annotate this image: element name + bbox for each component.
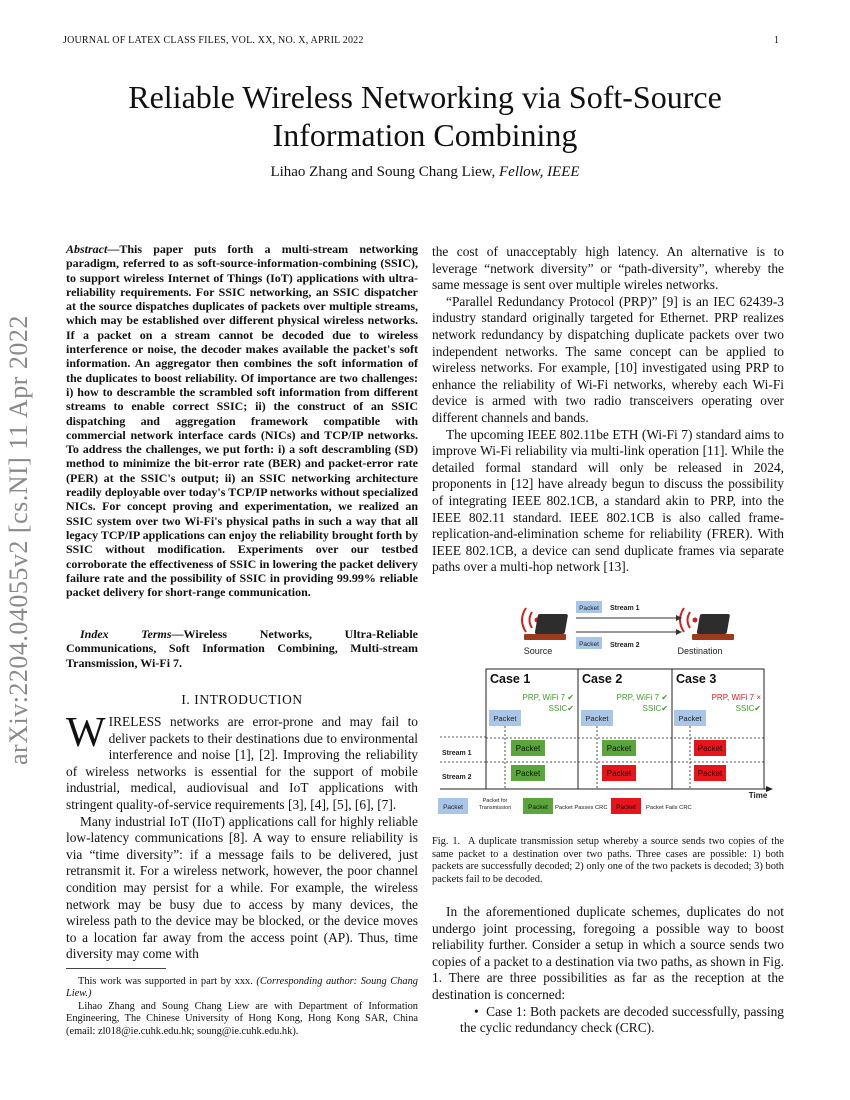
- right-paragraph-1: the cost of unacceptably high latency. An alternative is to leverage “network diversity” or “path-diversity”, whereby the same message is sent over multiple wireles networks.: [432, 244, 784, 293]
- caption-label: Fig. 1.: [432, 836, 461, 847]
- running-head: JOURNAL OF LATEX CLASS FILES, VOL. XX, NO. X, APRIL 2022: [63, 35, 364, 46]
- top-stream-2-label: Stream 2: [610, 642, 640, 649]
- case-1-bullet: [432, 1004, 784, 1037]
- case-2-prp-status: PRP, WiFi 7 ✔: [616, 693, 668, 702]
- author-line: [60, 164, 790, 181]
- case-3-stream-1-packet-label: Packet: [697, 744, 723, 753]
- time-axis-label: Time: [748, 791, 768, 800]
- footnote: [66, 976, 418, 1038]
- case-2-label: Case 2: [582, 672, 623, 686]
- top-stream-1-label: Stream 1: [610, 605, 640, 612]
- abstract-lead: Abstract: [66, 242, 108, 256]
- legend-pass-swatch-label: Packet: [528, 804, 548, 811]
- legend-pass-text: Packet Passes CRC: [555, 805, 608, 811]
- footnote-support-text: This work was supported in part by xxx.: [78, 976, 253, 987]
- source-laptop-icon: [522, 608, 568, 640]
- right-paragraph-2: “Parallel Redundancy Protocol (PRP)” [9] is an IEC 62439-3 industry standard originally targeted for Ethernet. PRP realizes network redundancy by dispatching duplicate packets over two independent networks. The same concept can be applied to wireless networks. For example, [10] investigated using PRP to enhance the reliability of Wi-Fi networks, whereby each Wi-Fi device is armed with two radio transceivers operating over different channels and bands.: [432, 293, 784, 425]
- figure-legend: [438, 798, 692, 818]
- top-stream-2-packet-label: Packet: [579, 641, 599, 648]
- figure-1: [436, 592, 784, 822]
- footnote-corresponding: (Corresponding author: Soung Chang Liew.): [66, 976, 418, 1000]
- right-column-bottom: [432, 904, 784, 1037]
- case-1-bullet-text: Case 1: Both packets are decoded successfully, passing the cyclic redundancy check (CRC).: [460, 1003, 784, 1036]
- case-3-ssic-status: SSIC✔: [735, 704, 761, 713]
- case-1-ssic-status: SSIC✔: [548, 704, 574, 713]
- case-3-tx-packet-label: Packet: [678, 714, 702, 723]
- footnote-rule: [66, 968, 166, 969]
- right-paragraph-4: In the aforementioned duplicate schemes, duplicates do not undergo joint processing, foregoing a possible way to boost reliability further. Consider a setup in which a source sends two copies of a packet to a destination via two paths, as shown in Fig. 1. There are three possibilities as far as the reception at the destination is concerned:: [432, 904, 784, 1002]
- top-stream-1-packet-label: Packet: [579, 605, 599, 612]
- index-terms-lead: Index Terms: [80, 627, 172, 641]
- page-number: 1: [774, 35, 779, 46]
- footnote-support: [66, 976, 418, 1001]
- case-1: [489, 672, 574, 789]
- abstract-text: —This paper puts forth a multi-stream networking paradigm, referred to as soft-source-information-combining (SSIC), to support wireless Internet of Things (IoT) applications with ultra-reliability requirements. For SSIC networking, an SSIC dispatcher at the source dispatches duplicates of packets over multiple streams, which may be established over different physical wireless networks. If a packet on a stream cannot be decoded due to wireless interference or noise, the decoder makes available the packet's soft information. An aggregator then combines the soft information of the duplicates to boost reliability. Of importance are two challenges: i) how to descramble the scrambled soft information from different streams to enable correct SSIC; ii) the construct of an SSIC dispatching and aggregation framework compatible with commercial network interface cards (NICs) and TCP/IP networks. To address the challenges, we put forth: i) a soft descrambling (SD) method to minimize the bit-error rate (BER) and packet-error rate (PER) at the SSIC's output; ii) an SSIC networking architecture readily deployable over today's TCP/IP networks without specialized NICs. For concept proving and experimentation, we realized an SSIC system over two Wi-Fi's physical paths in such a way that all legacy TCP/IP applications can enjoy the reliability brought forth by SSIC without modification. Experiments over our testbed corroborate the effectiveness of SSIC in lowering the packet delivery failure rate and the possibility of SSIC in providing 99.99% reliable packet delivery for short-range communication.: [66, 242, 418, 600]
- case-2-ssic-status: SSIC✔: [642, 704, 668, 713]
- right-paragraph-3: The upcoming IEEE 802.11be ETH (Wi-Fi 7) standard aims to improve Wi-Fi reliability via multi-link operation [11]. While the detailed formal standard will only be released in 2024, proponents in [12] have already begun to discuss the possibility of integrating IEEE 802.1CB, a standard akin to PRP, into the IEEE 802.11 standard. IEEE 802.1CB is also called frame-replication-and-elimination scheme for reliability (FRER). With IEEE 802.1CB, a device can send duplicate frames via separate paths over a multi-hop network [13].: [432, 426, 784, 575]
- introduction-body: [66, 710, 418, 963]
- case-2-stream-2-packet-label: Packet: [606, 769, 632, 778]
- stream-1-row-label: Stream 1: [442, 750, 472, 757]
- case-1-tx-packet-label: Packet: [493, 714, 517, 723]
- author-fellow: Fellow, IEEE: [499, 164, 580, 180]
- intro-paragraph-1-text: IRELESS networks are error-prone and may fail to deliver packets to their destinations due to environmental interference and noise [1], [2]. Improving the reliability of wireless networks is essential for the support of mobile industrial, medical, audiovisual and IoT applications with stringent quality-of-service requirements [3], [4], [5], [6], [7].: [66, 714, 418, 812]
- legend-fail-text: Packet Fails CRC: [646, 805, 692, 811]
- abstract: [66, 242, 418, 599]
- index-terms-text: —Wireless Networks, Ultra-Reliable Communications, Soft Information Combining, Multi-stream Transmission, Wi-Fi 7.: [66, 627, 418, 670]
- case-3-prp-status: PRP, WiFi 7 ×: [711, 693, 761, 702]
- intro-paragraph-1: [66, 710, 418, 814]
- case-2: [581, 672, 668, 789]
- top-stream-2: [576, 629, 682, 649]
- stream-2-row-label: Stream 2: [442, 774, 472, 781]
- destination-laptop-icon: [680, 608, 734, 640]
- legend-tx-swatch-label: Packet: [443, 804, 463, 811]
- arxiv-stamp: arXiv:2204.04055v2 [cs.NI] 11 Apr 2022: [4, 315, 33, 765]
- case-2-stream-1-packet-label: Packet: [606, 744, 632, 753]
- caption-text: A duplicate transmission setup whereby a source sends two copies of the same packet to a destination over two paths. Three cases are possible: 1) both packets are successfully decoded; 2) only one of the two packets is decoded; 3) both packets fail to be decoded.: [432, 836, 784, 885]
- case-1-stream-2-packet-label: Packet: [515, 769, 541, 778]
- figure-1-caption: [432, 836, 784, 886]
- destination-label: Destination: [677, 646, 723, 656]
- paper-title: Reliable Wireless Networking via Soft-Source Information Combining: [128, 79, 722, 153]
- author-names: Lihao Zhang and Soung Chang Liew,: [270, 164, 496, 180]
- source-label: Source: [523, 646, 553, 656]
- legend-tx-text: Packet for Transmission: [478, 798, 512, 811]
- section-heading-introduction: I. INTRODUCTION: [181, 692, 303, 707]
- intro-paragraph-2: Many industrial IoT (IIoT) applications call for highly reliable low-latency communications [8]. A way to ensure reliability is via “time diversity”: if a message fails to be delivered, just retransmit it. For a wireless network, however, the poor channel condition may persist for a while. For example, the wireless network may be busy due to access by many devices, the wireless path to the device may be blocked, or the device moves to a location far away from the access point (AP). Thus, time diversity may come with: [66, 813, 418, 962]
- index-terms: [66, 627, 418, 670]
- case-3-stream-2-packet-label: Packet: [697, 769, 723, 778]
- case-1-stream-1-packet-label: Packet: [515, 744, 541, 753]
- footnote-affiliation: Lihao Zhang and Soung Chang Liew are with Department of Information Engineering, The Chinese University of Hong Kong, Hong Kong SAR, China (email: zl018@ie.cuhk.edu.hk; soung@ie.cuhk.edu.hk).: [66, 1000, 418, 1037]
- case-1-label: Case 1: [490, 672, 531, 686]
- case-1-prp-status: PRP, WiFi 7 ✔: [522, 693, 574, 702]
- drop-cap: W: [66, 710, 106, 756]
- right-column-top: [432, 244, 784, 576]
- bullet-icon: •: [474, 1003, 487, 1019]
- case-3: [674, 672, 761, 789]
- top-stream-1: [576, 601, 682, 621]
- case-3-label: Case 3: [676, 672, 717, 686]
- case-2-tx-packet-label: Packet: [585, 714, 609, 723]
- legend-fail-swatch-label: Packet: [616, 804, 636, 811]
